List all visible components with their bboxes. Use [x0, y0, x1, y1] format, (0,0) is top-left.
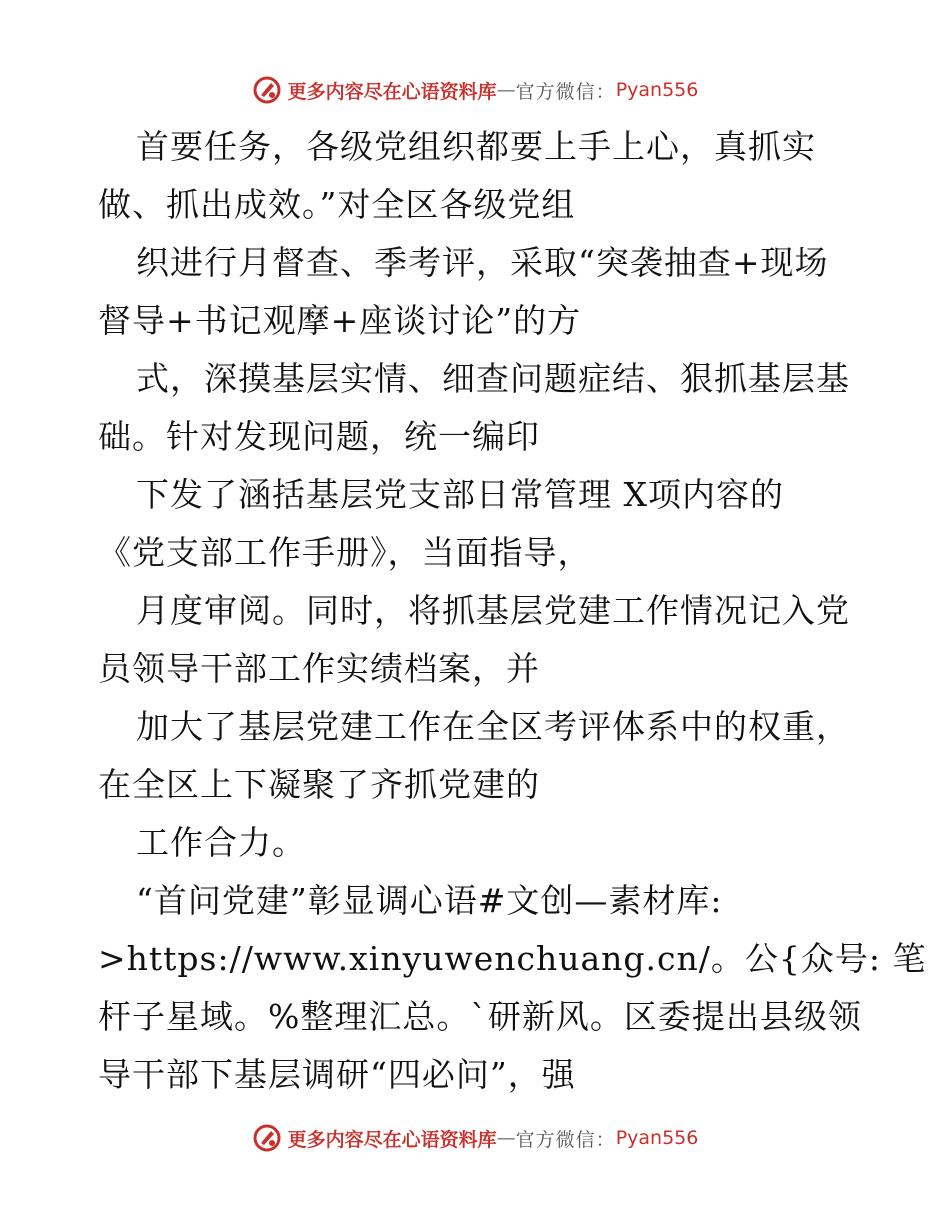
- banner-wechat-label: 官方微信：: [515, 80, 616, 103]
- text-line: 《党支部工作手册》，当面指导，: [98, 533, 592, 572]
- text-line: 织进行月督查、季考评，采取“突袭抽查+现场: [136, 243, 829, 282]
- text-line: 员领导干部工作实绩档案，并: [98, 649, 540, 688]
- text-line: 下发了涵括基层党支部日常管理 X项内容的: [136, 475, 784, 514]
- text-line: 础。针对发现问题，统一编印: [98, 417, 540, 456]
- text-line: >https://www.xinyuwenchuang.cn/。公{众号: 笔: [98, 939, 927, 978]
- logo-icon: [252, 75, 282, 105]
- text-line: 做、抓出成效。”对全区各级党组: [98, 185, 576, 224]
- logo-icon: [252, 1123, 282, 1153]
- text-line: 月度审阅。同时，将抓基层党建工作情况记入党: [136, 591, 850, 630]
- text-line: “首问党建”彰显调心语#文创—素材库:: [136, 881, 723, 920]
- text-line: 在全区上下凝聚了齐抓党建的: [98, 765, 540, 804]
- banner-separator: —: [496, 79, 516, 101]
- banner-title: 更多内容尽在心语资料库: [287, 80, 497, 103]
- text-line: 式，深摸基层实情、细查问题症结、狠抓基层基: [136, 359, 850, 398]
- header-banner: [0, 70, 950, 110]
- text-line: 加大了基层党建工作在全区考评体系中的权重，: [136, 707, 850, 746]
- text-line: 督导+书记观摩+座谈讨论”的方: [98, 301, 582, 340]
- text-line: 杆子星域。%整理汇总。`研新风。区委提出县级领: [98, 997, 862, 1036]
- footer-banner: [0, 1118, 950, 1158]
- banner-wechat-id: Pyan556: [615, 1127, 699, 1149]
- document-body: [98, 118, 927, 1104]
- banner-title: 更多内容尽在心语资料库: [287, 1128, 497, 1151]
- banner-wechat-id: Pyan556: [615, 79, 699, 101]
- banner-separator: —: [496, 1127, 516, 1149]
- text-line: 工作合力。: [136, 823, 306, 862]
- text-line: 首要任务，各级党组织都要上手上心，真抓实: [136, 127, 816, 166]
- text-line: 导干部下基层调研“四必问”，强: [98, 1055, 576, 1094]
- banner-wechat-label: 官方微信：: [515, 1128, 616, 1151]
